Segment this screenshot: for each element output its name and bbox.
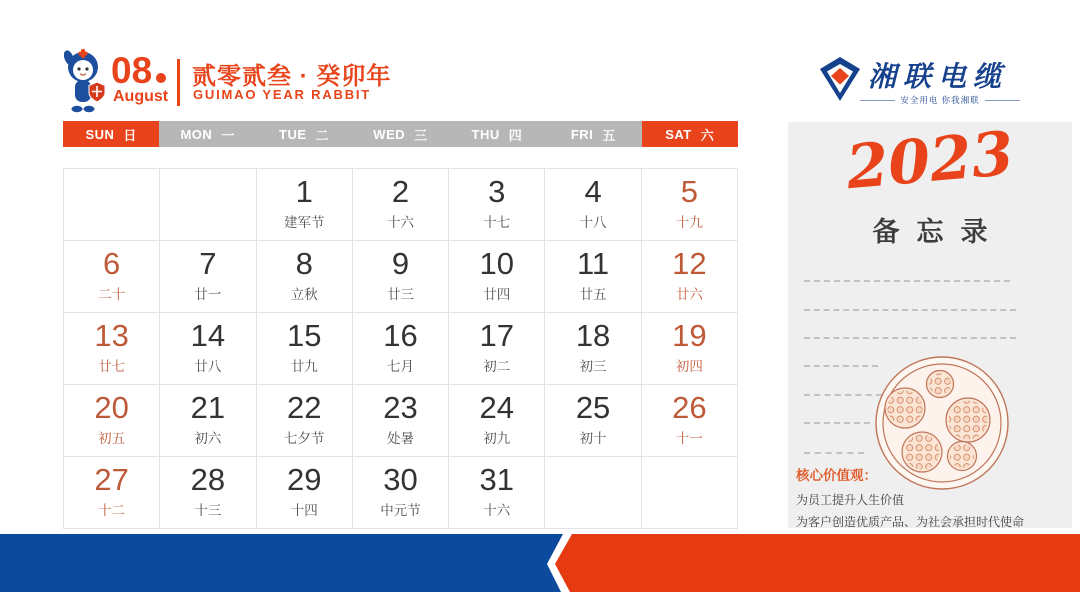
core-values-line-1: 为员工提升人生价值 xyxy=(796,493,905,507)
date-cell xyxy=(642,457,738,529)
date-number: 20 xyxy=(94,390,129,425)
header-divider xyxy=(177,59,180,106)
date-cell xyxy=(642,241,738,313)
date-number: 28 xyxy=(190,462,226,497)
date-cell xyxy=(545,241,641,313)
weekday-en: SAT xyxy=(665,126,692,142)
brand-tagline xyxy=(860,94,1020,106)
lunar-label: 初六 xyxy=(194,430,222,446)
month-dot-icon xyxy=(156,73,166,83)
lunar-label: 十八 xyxy=(579,214,607,230)
year-title-cn: 贰零贰叁 · 癸卯年 xyxy=(192,63,392,90)
banner-blue-shape xyxy=(0,534,563,592)
date-number: 27 xyxy=(94,462,129,497)
date-cell xyxy=(64,169,160,241)
lunar-label: 廿八 xyxy=(194,358,222,374)
date-cell xyxy=(449,385,545,457)
date-cell xyxy=(353,385,449,457)
weekday-en: WED xyxy=(373,126,406,142)
date-cell xyxy=(64,313,160,385)
lunar-label: 廿一 xyxy=(194,286,222,302)
calendar-grid xyxy=(63,168,738,529)
date-number: 3 xyxy=(488,174,506,209)
date-cell xyxy=(545,457,641,529)
date-cell xyxy=(64,457,160,529)
lunar-label: 十四 xyxy=(290,502,318,518)
weekday-en: THU xyxy=(471,126,500,142)
month-name: August xyxy=(113,88,169,105)
date-number: 16 xyxy=(383,318,418,353)
core-values-title: 核心价值观： xyxy=(796,468,877,483)
weekday-thu xyxy=(449,121,545,147)
core-values-line-2: 为客户创造优质产品、为社会承担时代使命 xyxy=(796,515,1025,530)
date-number: 31 xyxy=(479,462,515,497)
date-cell xyxy=(642,385,738,457)
date-number: 6 xyxy=(103,246,121,281)
date-number: 14 xyxy=(190,318,226,353)
date-cell xyxy=(545,385,641,457)
lunar-label: 十六 xyxy=(386,214,414,230)
memo-rule xyxy=(804,280,1010,282)
mascot-rabbit-icon xyxy=(56,47,110,115)
date-cell xyxy=(160,241,256,313)
lunar-label: 中元节 xyxy=(380,502,421,518)
lunar-label: 初三 xyxy=(579,358,607,374)
date-number: 18 xyxy=(575,318,611,353)
date-cell xyxy=(160,169,256,241)
lunar-label: 初二 xyxy=(483,358,511,374)
lunar-label: 初五 xyxy=(98,430,126,446)
date-number: 23 xyxy=(383,390,418,425)
date-cell xyxy=(160,313,256,385)
brand-tagline-text: 安全用电 你我湘联 xyxy=(900,95,980,105)
date-cell xyxy=(160,457,256,529)
lunar-label: 廿九 xyxy=(290,358,318,374)
date-cell xyxy=(160,385,256,457)
lunar-label: 廿五 xyxy=(579,286,607,302)
tagline-rule-right xyxy=(985,100,1020,101)
month-number-text: 08 xyxy=(111,50,153,91)
date-number: 29 xyxy=(286,462,322,497)
date-cell xyxy=(257,313,353,385)
date-number: 5 xyxy=(680,174,698,209)
lunar-label: 初四 xyxy=(675,358,703,374)
lunar-label: 建军节 xyxy=(283,214,325,230)
date-number: 8 xyxy=(295,246,313,281)
date-number: 4 xyxy=(584,174,602,209)
weekday-sat xyxy=(642,121,738,147)
memo-rule xyxy=(804,309,1016,311)
lunar-label: 十九 xyxy=(675,214,703,230)
date-number: 25 xyxy=(575,390,611,425)
lunar-label: 七月 xyxy=(386,358,414,374)
date-number: 7 xyxy=(199,246,217,281)
memo-rule xyxy=(804,452,864,454)
lunar-label: 廿七 xyxy=(98,358,126,374)
weekday-header-row xyxy=(63,121,738,147)
weekday-en: SUN xyxy=(85,126,115,142)
date-cell xyxy=(257,457,353,529)
date-number: 30 xyxy=(383,462,418,497)
date-cell xyxy=(353,313,449,385)
date-number: 9 xyxy=(391,246,410,281)
lunar-label: 二十 xyxy=(98,286,126,302)
date-number: 11 xyxy=(576,246,610,281)
lunar-label: 十一 xyxy=(675,430,703,446)
date-number: 21 xyxy=(190,390,226,425)
lunar-label: 十二 xyxy=(98,502,126,518)
date-cell xyxy=(257,169,353,241)
weekday-zh: 日 xyxy=(123,127,137,143)
weekday-zh: 六 xyxy=(700,127,715,143)
lunar-label: 处暑 xyxy=(386,430,414,446)
weekday-tue xyxy=(256,121,352,147)
core-values-block xyxy=(796,464,1068,533)
memo-rule xyxy=(804,422,870,424)
date-cell xyxy=(449,457,545,529)
date-cell xyxy=(64,241,160,313)
date-cell xyxy=(642,313,738,385)
weekday-mon xyxy=(159,121,255,147)
memo-rule xyxy=(804,337,1016,339)
date-cell xyxy=(449,241,545,313)
weekday-en: TUE xyxy=(279,126,307,142)
month-number xyxy=(111,50,166,92)
lunar-label: 廿三 xyxy=(386,286,414,302)
weekday-zh: 三 xyxy=(414,127,428,143)
date-cell xyxy=(449,313,545,385)
lunar-label: 初十 xyxy=(579,430,607,446)
date-number: 17 xyxy=(479,318,515,353)
weekday-en: FRI xyxy=(570,126,594,142)
memo-panel xyxy=(788,118,1072,530)
date-number: 19 xyxy=(672,318,707,353)
date-number: 15 xyxy=(286,318,322,353)
date-number: 10 xyxy=(479,246,515,281)
weekday-wed xyxy=(352,121,448,147)
date-cell xyxy=(257,385,353,457)
lunar-label: 十三 xyxy=(194,502,222,518)
lunar-label: 廿六 xyxy=(675,286,703,302)
memo-title: 备忘录 xyxy=(872,217,1005,247)
weekday-fri xyxy=(545,121,641,147)
weekday-sun xyxy=(63,121,159,147)
date-number: 13 xyxy=(94,318,129,353)
weekday-zh: 一 xyxy=(221,127,235,143)
brand-name: 湘联电缆 xyxy=(868,62,1009,93)
lunar-label: 立秋 xyxy=(290,286,318,302)
date-number: 24 xyxy=(479,390,515,425)
date-cell xyxy=(545,313,641,385)
date-number: 12 xyxy=(672,246,707,281)
date-cell xyxy=(64,385,160,457)
date-cell xyxy=(257,241,353,313)
weekday-en: MON xyxy=(180,126,213,142)
lunar-label: 初九 xyxy=(483,430,511,446)
lunar-label: 十六 xyxy=(483,502,511,518)
banner-red-shape xyxy=(555,534,1080,592)
date-cell xyxy=(353,169,449,241)
year-title-en: GUIMAO YEAR RABBIT xyxy=(193,87,372,102)
year-brush-graphic: 2023 xyxy=(843,118,1017,204)
date-cell xyxy=(353,457,449,529)
date-number: 2 xyxy=(391,174,410,209)
lunar-label: 廿四 xyxy=(483,286,511,302)
date-cell xyxy=(449,169,545,241)
bottom-banner xyxy=(0,534,1080,592)
lunar-label: 七夕节 xyxy=(283,430,325,446)
date-number: 1 xyxy=(295,174,313,209)
date-cell xyxy=(353,241,449,313)
tagline-rule-left xyxy=(860,100,895,101)
date-number: 22 xyxy=(286,390,322,425)
weekday-zh: 二 xyxy=(315,127,330,143)
weekday-zh: 五 xyxy=(602,127,616,143)
date-cell xyxy=(545,169,641,241)
lunar-label: 十七 xyxy=(483,214,511,230)
date-cell xyxy=(642,169,738,241)
brand-diamond-emblem-icon xyxy=(818,56,862,102)
date-number: 26 xyxy=(672,390,707,425)
weekday-zh: 四 xyxy=(508,127,523,143)
